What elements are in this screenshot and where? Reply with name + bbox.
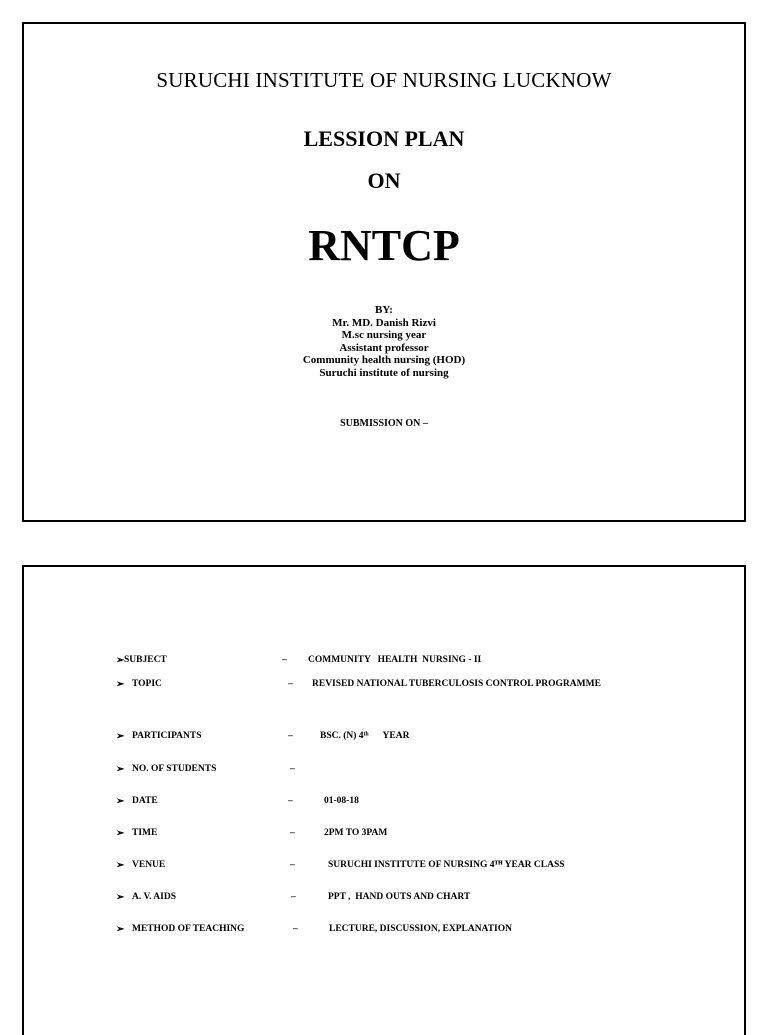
by-label: BY: xyxy=(375,304,393,316)
bullet-arrow-icon: ➢ xyxy=(116,924,125,935)
institute-title: SURUCHI INSTITUTE OF NURSING LUCKNOW xyxy=(156,68,612,92)
cover-page xyxy=(22,22,746,522)
detail-dash: – xyxy=(282,655,287,665)
detail-row xyxy=(24,764,744,778)
detail-label: METHOD OF TEACHING xyxy=(132,924,245,934)
detail-label: DATE xyxy=(132,796,158,806)
detail-row xyxy=(24,679,744,693)
bullet-arrow-icon: ➢ xyxy=(116,679,125,690)
detail-label: VENUE xyxy=(132,860,166,870)
detail-label: NO. OF STUDENTS xyxy=(132,764,217,774)
author-block xyxy=(24,304,744,379)
bullet-arrow-icon: ➢ xyxy=(116,655,125,666)
detail-label: SUBJECT xyxy=(124,655,167,665)
detail-value: REVISED NATIONAL TUBERCULOSIS CONTROL PROGRAMME xyxy=(312,679,601,689)
detail-value: 2PM TO 3PAM xyxy=(324,828,388,838)
author-qualification: M.sc nursing year xyxy=(341,329,427,341)
detail-row xyxy=(24,796,744,810)
detail-value: COMMUNITY HEALTH NURSING - II xyxy=(308,655,482,665)
detail-label: PARTICIPANTS xyxy=(132,731,202,741)
detail-dash: – xyxy=(291,892,296,902)
detail-row xyxy=(24,892,744,906)
detail-dash: – xyxy=(293,924,298,934)
detail-dash: – xyxy=(290,828,295,838)
details-page xyxy=(22,565,746,1035)
detail-value: LECTURE, DISCUSSION, EXPLANATION xyxy=(329,924,513,934)
author-designation: Assistant professor xyxy=(339,341,429,354)
detail-row xyxy=(24,731,744,745)
detail-label: TOPIC xyxy=(132,679,162,689)
topic-title: RNTCP xyxy=(308,221,460,270)
detail-label: A. V. AIDS xyxy=(132,892,177,902)
bullet-arrow-icon: ➢ xyxy=(116,764,125,775)
detail-value: BSC. (N) 4ᵗʰ YEAR xyxy=(320,731,410,741)
detail-row xyxy=(24,828,744,842)
author-department: Community health nursing (HOD) xyxy=(302,354,466,366)
on-label: ON xyxy=(367,168,401,193)
detail-dash: – xyxy=(290,860,295,870)
author-institution: Suruchi institute of nursing xyxy=(319,366,449,379)
bullet-arrow-icon: ➢ xyxy=(116,892,125,903)
bullet-arrow-icon: ➢ xyxy=(116,860,125,871)
detail-value: PPT , HAND OUTS AND CHART xyxy=(328,892,471,902)
lesson-plan-title: LESSION PLAN xyxy=(303,126,465,151)
bullet-arrow-icon: ➢ xyxy=(116,731,125,742)
bullet-arrow-icon: ➢ xyxy=(116,828,125,839)
detail-dash: – xyxy=(288,731,293,741)
detail-value: 01-08-18 xyxy=(324,796,359,806)
detail-dash: – xyxy=(290,764,295,774)
bullet-arrow-icon: ➢ xyxy=(116,796,125,807)
author-name: Mr. MD. Danish Rizvi xyxy=(332,316,436,329)
detail-row xyxy=(24,860,744,874)
detail-value: SURUCHI INSTITUTE OF NURSING 4ᵀᴴ YEAR CLASS xyxy=(328,860,565,870)
submission-line: SUBMISSION ON – xyxy=(340,418,428,429)
detail-row xyxy=(24,924,744,938)
detail-row xyxy=(24,655,744,669)
detail-dash: – xyxy=(288,679,293,689)
detail-label: TIME xyxy=(132,828,158,838)
detail-dash: – xyxy=(288,796,293,806)
